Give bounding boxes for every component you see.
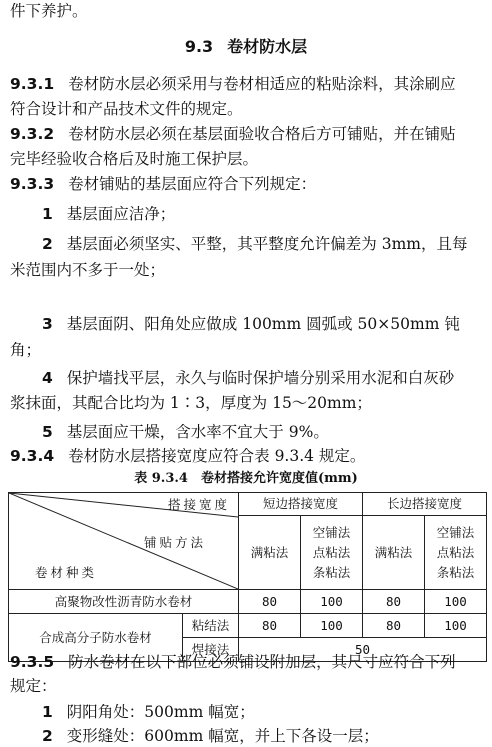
table-cell: 50 <box>239 638 487 662</box>
clause-935-line1 <box>10 652 456 672</box>
item-number: 1 <box>42 205 53 223</box>
item-text: 基层面必须坚实、平整，其平整度允许偏差为 3mm，且每 <box>66 235 468 253</box>
clause-number: 9.3.4 <box>10 447 55 465</box>
clause-933-line1 <box>10 174 316 194</box>
item-text: 基层面阴、阳角处应做成 100mm 圆弧或 50×50mm 钝 <box>66 315 460 333</box>
list-item <box>42 368 454 388</box>
section-title: 卷材防水层 <box>227 37 308 56</box>
overlap-width-table <box>8 492 487 662</box>
header-long-edge: 长边搭接宽度 <box>363 493 487 516</box>
row-material-name: 高聚物改性沥青防水卷材 <box>9 590 239 614</box>
clause-text: 卷材防水层搭接宽度应符合表 9.3.4 规定。 <box>68 447 366 465</box>
table-row <box>9 590 487 614</box>
clause-text: 卷材防水层必须在基层面验收合格后方可铺贴，并在铺贴 <box>68 125 456 143</box>
item-number: 2 <box>42 727 53 745</box>
corner-label-method: 铺贴方法 <box>143 535 206 550</box>
clause-935-line2: 规定： <box>10 677 57 695</box>
section-number: 9.3 <box>184 37 214 56</box>
row-method: 粘结法 <box>183 614 239 638</box>
section-heading <box>0 36 492 58</box>
table-cell: 80 <box>363 590 425 614</box>
item-number: 3 <box>42 315 53 333</box>
subheader-empty-bond: 空铺法 点粘法 条粘法 <box>301 516 363 590</box>
table-cell: 80 <box>239 614 301 638</box>
table-cell: 100 <box>425 590 487 614</box>
clause-932-line2: 完毕经验收合格后及时施工保护层。 <box>10 150 259 168</box>
table-caption: 表 9.3.4 卷材搭接允许宽度值(mm) <box>134 471 358 486</box>
item-number: 1 <box>42 703 53 721</box>
row-material-name: 合成高分子防水卷材 <box>9 614 183 662</box>
subheader-full-bond: 满粘法 <box>239 516 301 590</box>
subheader-full-bond: 满粘法 <box>363 516 425 590</box>
item-number: 4 <box>42 369 53 387</box>
list-item <box>42 204 175 224</box>
clause-931-line2: 符合设计和产品技术文件的规定。 <box>10 100 243 118</box>
clause-931-line1 <box>10 74 456 94</box>
item-number: 2 <box>42 235 53 253</box>
item-number: 5 <box>42 423 53 441</box>
item-text: 变形缝处：600mm 幅宽，并上下各设一层； <box>66 727 379 745</box>
item-text: 阴阳角处：500mm 幅宽； <box>66 703 255 721</box>
clause-number: 9.3.3 <box>10 175 55 193</box>
item-text: 基层面应干燥，含水率不宜大于 9%。 <box>66 423 329 441</box>
clause-number: 9.3.2 <box>10 125 55 143</box>
table-cell: 100 <box>301 590 363 614</box>
corner-label-material: 卷材种类 <box>35 565 98 580</box>
clause-text: 卷材铺贴的基层面应符合下列规定： <box>68 175 317 193</box>
table-cell: 80 <box>363 614 425 638</box>
subheader-empty-bond: 空铺法 点粘法 条粘法 <box>425 516 487 590</box>
list-item <box>42 422 329 442</box>
item-text: 基层面应洁净； <box>66 205 176 223</box>
item-text: 保护墙找平层，永久与临时保护墙分别采用水泥和白灰砂 <box>66 369 455 387</box>
clause-text: 卷材防水层必须采用与卷材相适应的粘贴涂料，其涂刷应 <box>68 75 456 93</box>
clause-number: 9.3.1 <box>10 75 55 93</box>
clause-number: 9.3.5 <box>10 653 55 671</box>
header-short-edge: 短边搭接宽度 <box>239 493 363 516</box>
list-item-continuation: 浆抹面，其配合比均为 1∶3，厚度为 15～20mm； <box>10 394 372 412</box>
list-item-continuation: 角； <box>10 341 42 359</box>
list-item <box>42 314 460 334</box>
list-item <box>42 702 255 722</box>
table-corner-header <box>9 493 239 590</box>
clause-932-line1 <box>10 124 456 144</box>
row-method: 焊接法 <box>183 638 239 662</box>
table-cell: 100 <box>425 614 487 638</box>
list-item <box>42 726 379 746</box>
table-cell: 80 <box>239 590 301 614</box>
list-item <box>42 234 467 254</box>
top-line: 件下养护。 <box>10 2 88 20</box>
table-cell: 100 <box>301 614 363 638</box>
clause-934-line1 <box>10 446 365 466</box>
table-row <box>9 614 487 638</box>
clause-text: 防水卷材在以下部位必须铺设附加层，其尺寸应符合下列 <box>68 653 456 671</box>
corner-label-overlap-width: 搭接宽度 <box>167 497 230 512</box>
list-item-continuation: 米范围内不多于一处； <box>10 261 166 279</box>
